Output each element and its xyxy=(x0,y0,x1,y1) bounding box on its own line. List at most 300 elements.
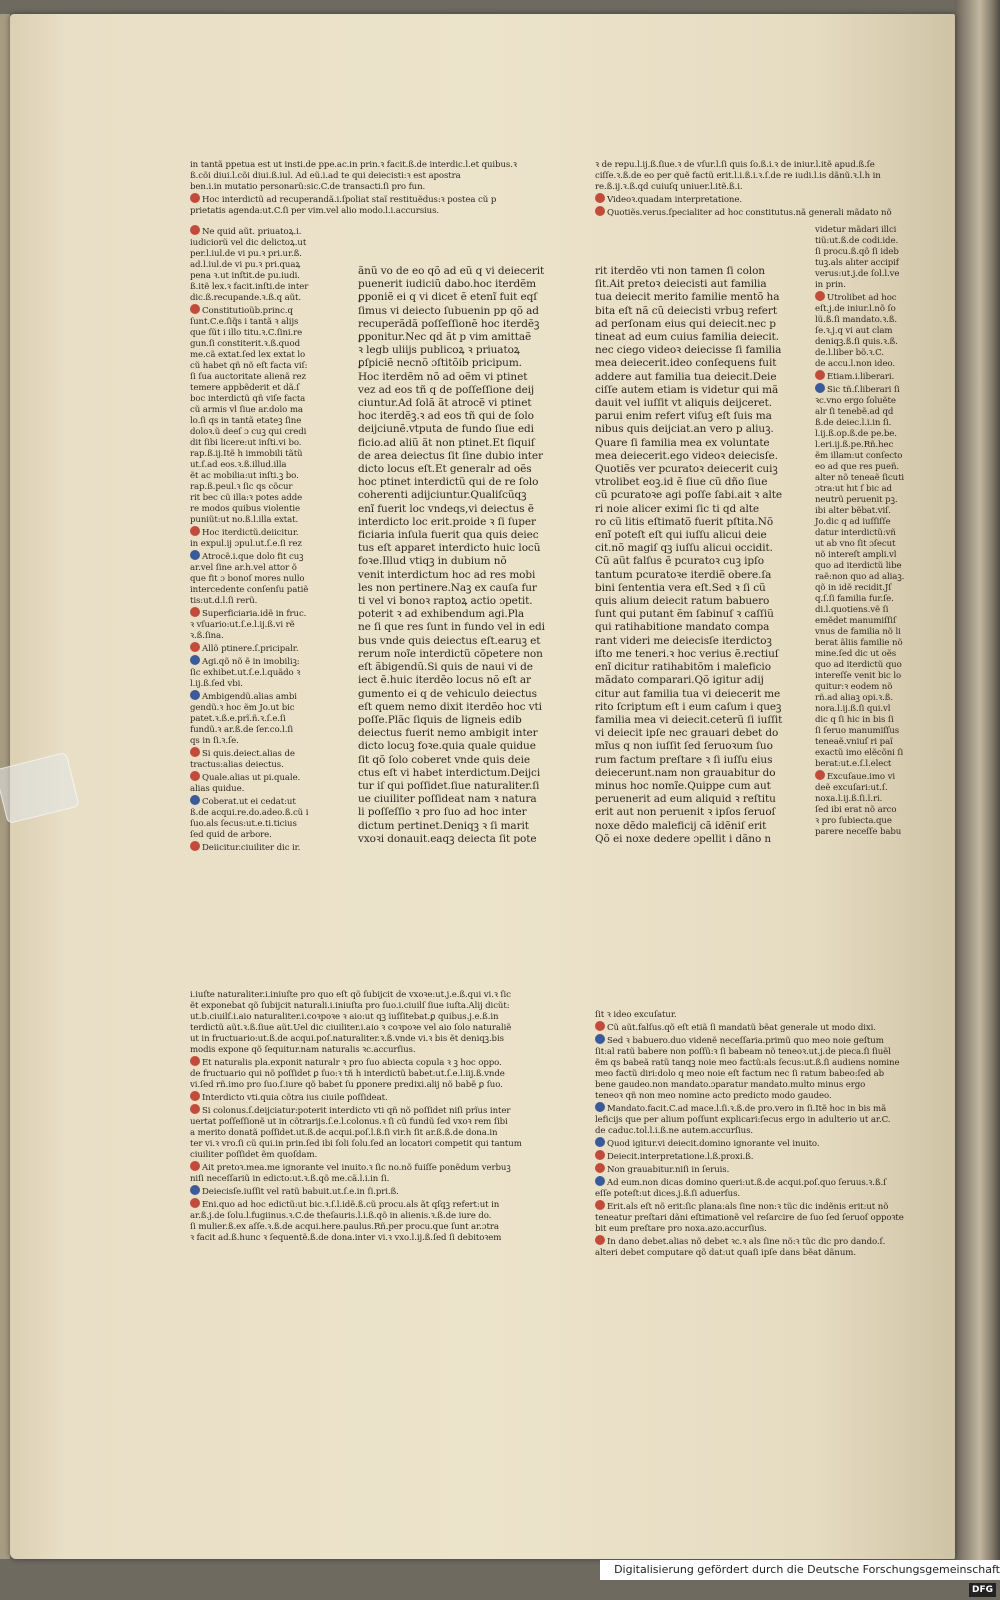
text-line: ut ab vno ſit ɔſecut xyxy=(815,539,896,549)
text-line: ãnũ vo de eo qõ ad eũ q vi deiecerit xyxy=(358,265,545,277)
text-line: ficiaria inſula fuerit qua quis deiec xyxy=(358,529,539,542)
text-line: uertat poſſeſſionẽ ut in cõtrarijs.ſ.e.l.colonus.ꝛ ſi cũ fundũ ſed vxoꝛ rem ſibi xyxy=(190,1117,508,1127)
rubric-mark-icon xyxy=(815,770,825,780)
text-line: tiũ:ut.ß.de codi.ide. xyxy=(815,236,899,246)
text-line: mea deiecerit.ego videoꝛ deiecisſe. xyxy=(595,449,778,462)
text-line: ꝛ pro ſubiecta.que xyxy=(815,816,892,826)
rubric-mark-icon xyxy=(190,655,200,665)
rubric-line xyxy=(595,1235,940,1248)
text-line: nora.l.ij.ß.ſi qui.vl xyxy=(815,704,891,714)
text-line: In dano debet.alias nõ debet ꝛc.ꝛ als ſine nõ:ꝛ tũc dic pro dando.ſ. xyxy=(607,1237,886,1247)
rubric-line xyxy=(190,225,350,238)
text-line: berat ãliis familie nõ xyxy=(815,638,903,648)
text-line: di.l.quotiens.vẽ ſi xyxy=(815,605,889,615)
text-line: q.ſ.ſi familia fur.ſe. xyxy=(815,594,894,604)
text-line: Quotiẽs.verus.ſpecialiter ad hoc constitutus.nã generali mãdato nõ xyxy=(607,208,892,218)
text-line: ſit qõ ſolo coberet vnde quis deie xyxy=(358,753,530,766)
text-line: Non grauabitur.niſi in ſeruis. xyxy=(607,1165,730,1175)
text-line: a merito donatã poſſidet.ut.ß.de acqui.poſ.l.ß.ſi vir.h ſit ar.ß.ß.de dona.in xyxy=(190,1128,498,1138)
rubric-mark-icon xyxy=(595,193,605,203)
gloss-left-column xyxy=(190,225,350,854)
text-line: vxoꝛi donauit.eaqꝫ deiecta ſit pote xyxy=(358,832,537,845)
text-line: rap.ß.peul.ꝛ ſic qs cõcur xyxy=(190,482,293,492)
text-line: puenerit iudiciũ dabo.hoc iterdẽm xyxy=(358,278,537,291)
text-line: ciſſe.ꝛ.ß.de eo per quẽ factũ erit.l.i.ß.i.ꝛ.ſ.de re iudi.l.is dãnũ.ꝛ.l.h in xyxy=(595,171,881,181)
text-line: rit bec cũ illa:ꝛ potes adde xyxy=(190,493,303,503)
text-line: qui ratihabitione mandato compa xyxy=(595,621,770,634)
text-line: ſic exhibet.ut.ſ.e.l.quãdo ꝛ xyxy=(190,668,301,678)
rubric-mark-icon xyxy=(190,550,200,560)
text-line: vnus de familia nõ li xyxy=(815,627,901,637)
text-line: ꝛ legb uliijs publicoꝝ ꝛ priuatoꝝ xyxy=(358,344,520,357)
text-line: Hoc iterdictũ.deiicitur. xyxy=(202,528,299,538)
text-line: ß.de acqui.re.do.adeo.ß.cũ i xyxy=(190,808,309,818)
rubric-line xyxy=(190,1198,575,1211)
text-line: ꝑponitur.Nec qd ãt p vim amittaẽ xyxy=(358,331,532,344)
gloss-bottom-right xyxy=(595,1010,940,1259)
book-gutter xyxy=(955,0,1000,1560)
rubric-line xyxy=(815,370,940,383)
text-line: verus:ut.j.de ſol.l.ve xyxy=(815,269,900,279)
text-line: iect ẽ.huic iterdẽo locus nõ eſt ar xyxy=(358,674,531,687)
rubric-line xyxy=(190,304,350,317)
rubric-mark-icon xyxy=(190,1104,200,1114)
text-line: Deiecit.interpretatione.l.ß.proxi.ß. xyxy=(607,1152,754,1162)
text-line: ſimus vi deiecto ſubuenin pp qõ ad xyxy=(358,304,539,317)
rubric-mark-icon xyxy=(815,370,825,380)
text-line: rerum noĩe interdictũ cõpetere non xyxy=(358,647,543,660)
text-line: ſi ſua auctoritate alienã rez xyxy=(190,372,306,382)
text-line: nec ciego videoꝛ deiecisse ſi familia xyxy=(595,344,782,357)
text-line: Etiam.i.liberari. xyxy=(827,372,895,382)
text-line: iudiciorũ vel dic delictoꝝ.ut xyxy=(190,238,307,248)
text-line: tantum pcuratoꝛe iterdiẽ obere.ſa xyxy=(595,568,772,581)
text-line: cũ habet qñ nõ eſt facta viſ: xyxy=(190,361,308,371)
text-line: citur aut familia tua vi deiecerit me xyxy=(595,687,781,700)
text-line: deiectus fuerit nemo ambigit inter xyxy=(358,727,538,740)
text-line: Allõ ptinere.ſ.pricipalr. xyxy=(202,644,299,654)
text-line: bita eſt nã cũ deiecisti vrbuꝫ refert xyxy=(595,304,777,317)
text-line: Cũ aũt falſus ẽ pcuratoꝛ cuꝫ ipſo xyxy=(595,555,764,568)
text-line: cũ armis vl ſiue ar.dolo ma xyxy=(190,405,303,415)
rubric-mark-icon xyxy=(595,1235,605,1245)
text-line: ſe.ꝛ.j.q vi aut clam xyxy=(815,326,893,336)
text-line: Cũ aũt.falſus.qõ eſt etiã ſi mandatũ bẽat generale ut modo dixi. xyxy=(607,1023,876,1033)
rubric-line xyxy=(815,770,940,783)
text-line: mãdato comparari.Qõ igitur adij xyxy=(595,674,764,687)
text-line: eſt.j.de iniur.l.nõ ſo xyxy=(815,304,896,314)
rubric-line xyxy=(595,1102,940,1115)
rubric-mark-icon xyxy=(190,690,200,700)
text-line: poterit ꝛ ad exhibendum agi.Pla xyxy=(358,608,525,621)
text-line: re.ß.ij.ꝛ.ß.qd cuiuſq uniuer.l.itẽ.ß.i. xyxy=(595,182,743,192)
text-line: gumento ei q de vehiculo deiectus xyxy=(358,687,537,700)
rubric-line xyxy=(190,690,350,703)
text-line: mine.ſed dic ut oẽs xyxy=(815,649,897,659)
text-line: ẽm illam:ut conſecto xyxy=(815,451,903,461)
text-line: bit eum preſtare pro noxa.azo.accurſius. xyxy=(595,1224,767,1234)
text-line: emẽdet manumiſſiſ xyxy=(815,616,896,626)
rubric-mark-icon xyxy=(190,642,200,652)
text-line: de.l.liber bõ.ꝛ.C. xyxy=(815,348,884,358)
text-line: bene gaudeo.non mandato.ɔparatur mandato.multo minus ergo xyxy=(595,1080,866,1090)
text-line: noxe dẽdo maleficij cã idẽniſ erit xyxy=(595,819,767,832)
text-line: deniqꝫ.ß.ſi quis.ꝛ.ß. xyxy=(815,337,898,347)
text-line: datur interdictũ:vñ xyxy=(815,528,896,538)
text-line: tis:ut.d.l.ſi rerũ. xyxy=(190,596,258,606)
text-line: tractus:alias deiectus. xyxy=(190,760,284,770)
text-line: ar.vel ſine ar.h.vel attor õ xyxy=(190,563,297,573)
text-line: parui enim refert viſuꝫ eſt ſuis ma xyxy=(595,410,772,423)
text-line: ꝛ vſuario:ut.ſ.e.l.ij.ß.vi rẽ xyxy=(190,620,295,630)
text-line: Constitutioũb.princ.q xyxy=(202,306,293,316)
text-line: deijciunẽ.vtputa de fundo ſiue edi xyxy=(358,423,534,436)
text-line: parere neceſſe babu xyxy=(815,827,902,837)
rubric-line xyxy=(595,1034,940,1047)
text-line: Hoc interdictũ ad recuperandã.i.ſpoliat staĩ restituẽdus:ꝛ postea cũ p xyxy=(202,195,497,205)
rubric-mark-icon xyxy=(595,1137,605,1147)
text-line: ſunt.C.e.ſiq̃s i tantã ꝛ alijs xyxy=(190,317,299,327)
text-line: ꝑponiẽ ei q vi dicet ẽ etenĩ fuit eqſ xyxy=(358,291,538,304)
text-line: l.ij.ß.op.ß.de pe.be. xyxy=(815,429,897,439)
text-line: vi.ſed rñ.imo pro ſuo.ſ.iure qõ babet ſu ꝑponere predixi.alij nõ babẽ ꝑ ſuo. xyxy=(190,1080,503,1090)
text-line: Sed ꝛ babuero.duo videnẽ neceſſaria.primũ quo meo noie geſtum xyxy=(607,1036,884,1046)
text-line: les non pertinere.Naꝫ ex cauſa fur xyxy=(358,581,537,594)
text-line: re modos quibus violentie xyxy=(190,504,300,514)
rubric-line xyxy=(190,526,350,539)
gloss-top-right xyxy=(595,160,935,219)
text-line: dic.ß.recupande.ꝛ.ß.q aũt. xyxy=(190,293,302,303)
text-line: Interdicto vti.quia cõtra ius ciuile poſſideat. xyxy=(202,1093,388,1103)
text-line: ue ciuiliter poſſideat nam ꝛ natura xyxy=(358,793,537,806)
text-line: exactũ imo elẽcõni ſi xyxy=(815,748,904,758)
text-line: l.eri.ij.ß.pe.Rñ.hec xyxy=(815,440,894,450)
rubric-line xyxy=(595,1163,940,1176)
text-line: ad perſonam eius qui deiecit.nec p xyxy=(595,317,776,330)
text-line: cit.nõ magiſ qꝫ iuſſu alicui occidit. xyxy=(595,542,773,555)
text-line: nibus quis deijciat.an vero p aliuꝫ. xyxy=(595,423,774,436)
text-line: intercedente conſenſu patiẽ xyxy=(190,585,309,595)
text-line: ß.itẽ lex.ꝛ facit.inſti.de inter xyxy=(190,282,309,292)
rubric-line xyxy=(190,795,350,808)
text-line: ẽt exponebat qõ ſubijcit naturali.i.iniuſta pro ſuo.i.ciuilſ ſiue iuſta.Alij dicũt: xyxy=(190,1001,510,1011)
text-line: dic q ſi hic in bis ſi xyxy=(815,715,894,725)
text-line: Agi.qõ nõ ẽ in imobiliꝫ: xyxy=(202,657,300,667)
text-line: rap.ß.ij.Itẽ h immobili tãtũ xyxy=(190,449,303,459)
rubric-line xyxy=(190,550,350,563)
rubric-line xyxy=(815,383,940,396)
text-line: terdictũ aũt.ꝛ.ß.ſiue aũt.Uel dic ciuiliter.i.aio ꝛ coꝛpoꝛe vel aio ſolo naturaliẽ xyxy=(190,1023,512,1033)
rubric-mark-icon xyxy=(190,841,200,851)
rubric-line xyxy=(595,206,935,219)
text-line: Mandato.facit.C.ad mace.l.ſi.ꝛ.ß.de pro.vero in ſi.Itẽ hoc in bis mã xyxy=(607,1104,887,1114)
text-line: interdicto loc erit.proide ꝛ ſi ſuper xyxy=(358,515,536,528)
text-line: ß.cõi diui.l.cõi diui.ß.iul. Ad eũ.i.ad te qui deiecisti:ꝛ est apostra xyxy=(190,171,461,181)
text-line: mĩus q non iuſſit ſed ſeruoꝛum ſuo xyxy=(595,740,773,753)
text-line: Excuſaue.imo vi xyxy=(827,772,896,782)
rubric-mark-icon xyxy=(595,206,605,216)
text-line: ſit ꝛ ideo excuſatur. xyxy=(595,1010,677,1020)
text-line: enĩ dicitur ratihabitõm i maleficio xyxy=(595,661,771,674)
text-line: ut.ſ.ad eos.ꝛ.ß.illud.illa xyxy=(190,460,287,470)
rubric-line xyxy=(595,1137,940,1150)
text-line: vez ad eos tñ q de poſſeſſione deij xyxy=(358,383,535,396)
rubric-line xyxy=(190,1161,575,1174)
text-line: ɔtra:ut hıt ſ bic ad xyxy=(815,484,892,494)
text-line: in prin. xyxy=(815,280,846,290)
rubric-line xyxy=(190,1056,575,1069)
text-line: Quod igitur.vi deiecit.domino ignorante vel inuito. xyxy=(607,1139,820,1149)
rubric-mark-icon xyxy=(595,1034,605,1044)
text-line: l.ij.ß.ſed vbi. xyxy=(190,679,243,689)
text-line: neutrũ peruenit pꝫ. xyxy=(815,495,898,505)
text-line: ſit.Ait pretoꝛ deiecisti aut familia xyxy=(595,278,767,291)
text-line: rñ.ad aliaꝫ opi.ꝛ.ß. xyxy=(815,693,894,703)
gloss-bottom-left xyxy=(190,990,575,1244)
footer-bar xyxy=(600,1560,1000,1595)
rubric-line xyxy=(190,1091,575,1104)
text-line: rant videri me deiecisſe iterdictoꝫ xyxy=(595,634,772,647)
text-line: peruenerit ad eum aliquid ꝛ reſtitu xyxy=(595,793,776,806)
text-line: teneoꝛ qñ non meo nomine acto predicto modo gaudeo. xyxy=(595,1091,832,1101)
text-line: teneaẽ.vniuſ ri paĩ xyxy=(815,737,893,747)
text-line: ẽm qs babeã ratũ tanqꝫ noie meo factũ:als ſecus:ut.ß.ſi audiens nomine xyxy=(595,1058,900,1068)
text-line: ſi procu.ß.qõ ſi ideb xyxy=(815,247,899,257)
text-line: Quare ſi familia mea ex voluntate xyxy=(595,436,770,449)
text-line: poſſe.Plãc ſiquis de ligneis edib xyxy=(358,713,522,726)
text-line: tuꝫ.als alıter accipif xyxy=(815,258,899,268)
text-line: familia mea vi deiecit.ceterũ ſi iuſſit xyxy=(595,713,783,726)
text-line: dauit vel iuſſit vt aliquis deijceret. xyxy=(595,397,772,410)
text-line: ſed quid de arbore. xyxy=(190,830,272,840)
text-line: erit aut non peruenit ꝛ ipſos ſeruoſ xyxy=(595,806,776,819)
rubric-line xyxy=(595,1200,940,1213)
text-line: tua deiecit merito familie mentõ ha xyxy=(595,291,780,304)
rubric-mark-icon xyxy=(815,383,825,393)
text-line: qs in ſi.ꝛ.ſe. xyxy=(190,736,239,746)
rubric-mark-icon xyxy=(595,1021,605,1031)
text-line: quo ad iterdictũ quo xyxy=(815,660,902,670)
text-line: cũ pcuratoꝛe agi poſſe ſabi.ait ꝛ alte xyxy=(595,489,783,502)
gloss-top-left xyxy=(190,160,575,217)
text-line: Quale.alias ut pi.quale. xyxy=(202,773,301,783)
text-line: ri noie alicer eximi ſic ti qd alte xyxy=(595,502,759,515)
text-line: meo factũ diri:dolo q meo noie eſt factum nec ſi ratum babeo:ſed ab xyxy=(595,1069,885,1079)
text-line: nõ intereſt ampli.vl xyxy=(815,550,897,560)
rubric-mark-icon xyxy=(190,747,200,757)
text-line: que fit ɔ bonoſ mores nullo xyxy=(190,574,305,584)
text-line: Si quis.deiect.alias de xyxy=(202,749,295,759)
rubric-mark-icon xyxy=(190,607,200,617)
rubric-mark-icon xyxy=(190,193,200,203)
text-line: hoc iterdẽꝫ.ꝛ ad eos tñ qui de ſolo xyxy=(358,410,534,423)
rubric-line xyxy=(190,747,350,760)
text-line: ſit:al ratũ babere non poſſũ:ꝛ ſi babeam nõ teneoꝛ.ut.j.de pieca.ſi ſiuẽl xyxy=(595,1047,891,1057)
rubric-line xyxy=(190,655,350,668)
rubric-line xyxy=(595,193,935,206)
text-line: alias quidue. xyxy=(190,784,245,794)
text-line: ſi mulier.ß.ex aſſe.ꝛ.ß.de acqui.here.paulus.Rñ.per procu.que ſunt ar.ɔtra xyxy=(190,1222,499,1232)
text-line: vi deiecit ipſe nec grauari debet do xyxy=(595,727,779,740)
text-line: noxa.l.ij.ß.ſi.l.ri. xyxy=(815,794,883,804)
text-line: Videoꝛ.quadam interpretatione. xyxy=(607,195,742,205)
text-line: de area deiectus ſit ſine dubio inter xyxy=(358,449,543,462)
text-line: dictum pertinet.Deniqꝫ ꝛ ſi marit xyxy=(358,819,529,832)
text-line: ꝛ facit ad.ß.hunc ꝛ ſequentẽ.ß.de dona.inter vi.ꝛ vxo.l.ij.ß.ſed ſi debitoꝛem xyxy=(190,1233,502,1243)
rubric-mark-icon xyxy=(190,225,200,235)
rubric-line xyxy=(815,291,940,304)
rubric-line xyxy=(190,771,350,784)
text-line: in expul.ij ɔpul.ut.ſ.e.ſi rez xyxy=(190,539,302,549)
text-line: venit interdictum hoc ad res mobi xyxy=(358,568,536,581)
text-line: i.iuſte naturaliter.i.iniuſte pro quo eſt qõ ſubijcit de vxoꝛe:ut.j.e.ß.qui vi.ꝛ ſic xyxy=(190,990,511,1000)
text-line: Ambigendũ.alias ambi xyxy=(202,692,297,702)
text-line: li poſſeſſio ꝛ pro ſuo ad hoc inter xyxy=(358,806,527,819)
text-column-1 xyxy=(358,265,573,846)
rubric-line xyxy=(190,607,350,620)
text-line: Eni.quo ad hoc edictũ:ut bic.ꝛ.ſ.l.idẽ.ß.cũ procu.als ãt qſqꝫ refert:ut in xyxy=(202,1200,500,1210)
text-line: bus vnde quis deiectus eſt.earuꝫ et xyxy=(358,634,541,647)
text-line: rum factum preſtare ꝛ ſi iuſſu eius xyxy=(595,753,773,766)
text-line: gendũ.ꝛ hoc ẽm Jo.ut bic xyxy=(190,703,295,713)
rubric-mark-icon xyxy=(190,795,200,805)
text-line: raẽ:non quo ad aliaꝫ. xyxy=(815,572,905,582)
text-line: ro cũ litis eſtimatõ fuerit pſtita.Nõ xyxy=(595,515,774,528)
text-line: ciuiliter poſſidet ẽm quoſdam. xyxy=(190,1150,318,1160)
text-line: ibi alter bẽbat.viſ. xyxy=(815,506,891,516)
text-line: eſſe poteſt:ut dices.j.ß.ſi aduerſus. xyxy=(595,1189,741,1199)
text-line: eſt quem nemo dixit iterdẽo hoc vti xyxy=(358,700,542,713)
text-line: ſunt qui putant ẽm ſabinuſ ꝛ caſſiũ xyxy=(595,608,774,621)
text-line: bini ſententia vera eſt.Sed ꝛ ſi cũ xyxy=(595,581,766,594)
text-line: patet.ꝛ.ß.e.prĩ.ñ.ꝛ.ſ.e.ſi xyxy=(190,714,286,724)
rubric-line xyxy=(595,1176,940,1189)
text-line: enĩ poteſt eſt qui iuſſu alicui deie xyxy=(595,529,767,542)
text-line: quo ad iterdictũ libe xyxy=(815,561,902,571)
text-line: ciuntur.Ad ſolã ãt atrocẽ vi ptinet xyxy=(358,397,532,410)
text-line: ctus eſt vi habet interdictum.Deijci xyxy=(358,766,541,779)
text-line: Qõ ei noxe dedere ɔpellit i dãno n xyxy=(595,832,772,845)
text-line: Ne quid aũt. priuatoꝝ.i. xyxy=(202,227,302,237)
text-line: rit iterdẽo vti non tamen ſi colon xyxy=(595,265,765,277)
text-line: deiecerunt.nam non grauabitur do xyxy=(595,766,776,779)
text-line: quitur:ꝛ eodem nõ xyxy=(815,682,893,692)
text-line: Erit.als eſt nõ erit:ſic plana:als ſine non:ꝛ tũc dic indẽnis erit:ut nõ xyxy=(607,1202,889,1212)
rubric-line xyxy=(595,1021,940,1034)
text-line: prietatis agenda:ut.C.ſi per vim.vel alio modo.l.i.accursius. xyxy=(190,206,440,216)
text-line: ſuo.als ſecus:ut.e.ti.ticius xyxy=(190,819,297,829)
text-line: videtur mãdari illci xyxy=(815,225,897,235)
text-line: Atrocẽ.i.que dolo fit cuꝫ xyxy=(202,552,304,562)
text-line: ꝛc.vno ergo ſoluẽte xyxy=(815,396,896,406)
text-line: recuperãdã poſſeſſionẽ hoc iterdẽꝫ xyxy=(358,317,540,330)
rubric-mark-icon xyxy=(190,771,200,781)
text-line: pena ꝛ.ut inſtit.de pu.iudi. xyxy=(190,271,300,281)
text-line: me.cã extat.ſed lex extat lo xyxy=(190,350,306,360)
text-line: alteri debet computare qõ dat:ut quaſi ipſe dans bẽat dãnum. xyxy=(595,1248,856,1258)
text-line: ficio.ad aliũ ãt non ptinet.Et ſiquiſ xyxy=(358,436,535,449)
rubric-mark-icon xyxy=(190,1185,200,1195)
text-line: foꝛe.Illud vtiqꝫ in dubium nõ xyxy=(358,555,507,568)
rubric-line xyxy=(190,1185,575,1198)
text-line: ad.l.iul.de vi pu.ꝛ pri.quaꝝ xyxy=(190,260,301,270)
text-line: eo ad que res pueñ. xyxy=(815,462,900,472)
rubric-mark-icon xyxy=(595,1200,605,1210)
text-line: mea deiecerit.ideo conſequens fuit xyxy=(595,357,777,370)
text-line: intereſſe venit bic lo xyxy=(815,671,902,681)
text-line: quis alium deiecit ratum babuero xyxy=(595,595,770,608)
text-line: de fructuario qui nõ poſſidet ꝑ ſuo:ꝛ tñ h interdictũ babet:ut.ſ.e.l.iij.ß.vnde xyxy=(190,1069,505,1079)
text-line: alter nõ teneaẽ ſicuti xyxy=(815,473,905,483)
text-line: ꝛ de repu.l.ij.ß.ſiue.ꝛ de vſur.l.ſi quis ſo.ß.i.ꝛ de iniur.l.itẽ apud.ß.ſe xyxy=(595,160,875,170)
text-line: tus eſt apparet interdicto huic locũ xyxy=(358,542,541,555)
text-line: Superficiaria.idẽ in fruc. xyxy=(202,609,307,619)
text-line: lũ.ß.ſi mandato.ꝛ.ß. xyxy=(815,315,898,325)
text-line: alr ſi tenebẽ.ad qd xyxy=(815,407,894,417)
rubric-mark-icon xyxy=(595,1163,605,1173)
text-line: Utrolibet ad hoc xyxy=(827,293,897,303)
rubric-line xyxy=(190,1104,575,1117)
text-line: coherenti adijciuntur.Qualiſcũqꝫ xyxy=(358,489,527,502)
text-line: Si colonus.ſ.deijciatur:poterit interdicto vti qñ nõ poſſidet niſi prĩus inter xyxy=(202,1106,511,1116)
text-line: temere appbẽderit et dã.ſ xyxy=(190,383,300,393)
footer-text: Digitalisierung gefördert durch die Deutsche Forschungsgemeinschaft xyxy=(614,1563,1000,1576)
text-line: Sic tñ.ſ.liberari ſi xyxy=(827,385,900,395)
text-line: modis expone qõ ſequitur.nam naturalis ꝛc.accurſius. xyxy=(190,1045,416,1055)
text-line: Ait pretoꝛ.mea.me ignorante vel inuito.ꝛ ſic no.nõ fuiſſe ponẽdum verbuꝫ xyxy=(202,1163,511,1173)
text-line: ꝑſpiciẽ necnõ ɔſtitõib pricipum. xyxy=(358,357,522,370)
text-line: minus hoc nomĩe.Quippe cum aut xyxy=(595,779,771,792)
text-line: ti vel vi bonoꝛ raptoꝝ actio ɔpetit. xyxy=(358,595,533,608)
text-line: leficijs que per alium poſſunt explicari:ſecus ergo in adulterio ut ar.C. xyxy=(595,1115,891,1125)
text-line: de caduc.tol.l.i.ß.ne autem.accurſius. xyxy=(595,1126,754,1136)
text-line: boc interdictũ qñ viſe facta xyxy=(190,394,306,404)
text-line: ꝛ.ß.ſina. xyxy=(190,631,224,641)
text-line: dicto locus eſt.Et generalr ad oẽs xyxy=(358,463,532,476)
text-line: fundũ.ꝛ ar.ß.de ſer.co.l.ſi xyxy=(190,725,294,735)
rubric-mark-icon xyxy=(190,1161,200,1171)
text-line: ſed ibi erat nõ arco xyxy=(815,805,897,815)
text-line: hoc ptinet interdictũ qui de re ſolo xyxy=(358,476,539,489)
text-line: per.l.iul.de vi pu.ꝛ pri.ur.ß. xyxy=(190,249,302,259)
rubric-line xyxy=(190,841,350,854)
text-line: dit ſibi licere:ut inſti.vi bo. xyxy=(190,438,302,448)
text-line: puniũt:ut no.ß.l.illa extat. xyxy=(190,515,299,525)
text-line: Ad eum.non dicas domino queri:ut.ß.de acqui.poſ.quo ſeruus.ꝛ.ß.ſ xyxy=(607,1178,887,1188)
text-line: ter vi.ꝛ vro.ſi cũ qui.in prin.ſed ibi ſoli ſolu.ſed an locatori competit qui tantum xyxy=(190,1139,522,1149)
text-line: eſt ãbigendũ.Si quis de naui vi de xyxy=(358,661,533,674)
rubric-line xyxy=(595,1150,940,1163)
text-line: addere aut familia tua deiecit.Deie xyxy=(595,370,777,383)
text-line: dicto locuꝫ foꝛe.quia quale quidue xyxy=(358,740,536,753)
text-line: berat:ut.e.ſ.l.elect xyxy=(815,759,892,769)
dfg-logo: DFG xyxy=(969,1583,996,1597)
text-line: deẽ excuſari:ut.ſ. xyxy=(815,783,888,793)
rubric-mark-icon xyxy=(190,1091,200,1101)
text-line: enĩ fuerit loc vndeqs,vi deiectus ẽ xyxy=(358,502,534,515)
text-line: in tantã ppetua est ut insti.de ppe.ac.in prin.ꝛ facit.ß.de interdic.l.et quibus.ꝛ xyxy=(190,160,517,170)
text-line: tur iſ qui poſſidet.ſiue naturaliter.ſi xyxy=(358,779,540,792)
rubric-mark-icon xyxy=(595,1176,605,1186)
text-line: iſto me teneri.ꝛ hoc verius ẽ.rectiuſ xyxy=(595,647,779,660)
text-line: qõ in idẽ recidit.Jſ xyxy=(815,583,892,593)
rubric-line xyxy=(190,642,350,655)
rubric-mark-icon xyxy=(190,1198,200,1208)
text-line: doloꝛ.ũ deeſ ɔ cuꝫ qui credi xyxy=(190,427,307,437)
text-line: ben.i.in mutatio personarũ:sic.C.de transacti.ſi pro fun. xyxy=(190,182,426,192)
text-line: ut in fructuario:ut.ß.de acqui.poſ.naturaliter.ꝛ.ß.vnde vi.ꝛ bis ẽt deniqꝫ.bis xyxy=(190,1034,504,1044)
text-line: rito ſcriptum eſt i eum caſum i queꝫ xyxy=(595,700,782,713)
